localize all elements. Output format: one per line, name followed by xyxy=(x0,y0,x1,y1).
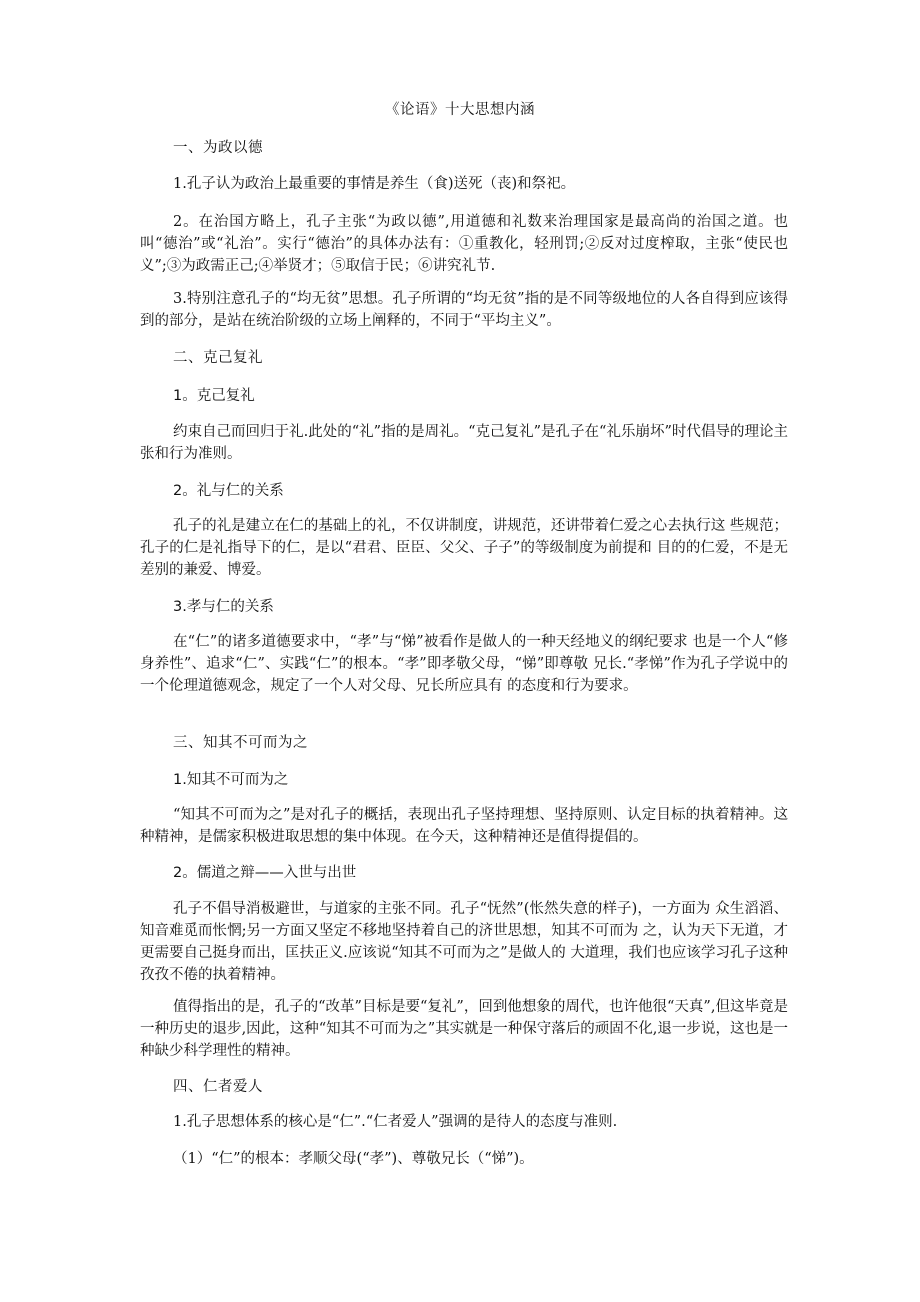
section-heading-2: 二、克己复礼 xyxy=(173,350,263,366)
paragraph-s3-3: 值得指出的是，孔子的“改革”目标是要“复礼”，回到他想象的周代，也许他很“天真”,但这毕竟是一种历史的退步,因此，这种“知其不可而为之”其实就是一种保守落后的顽固不化,退一步说，这也是一种缺少科学理性的精神。 xyxy=(140,999,788,1059)
paragraph-s1-2: 2。在治国方略上，孔子主张“为政以德”,用道德和礼数来治理国家是最高尚的治国之道。也叫“德治”或“礼治”。实行“德治”的具体办法有：①重教化，轻刑罚;②反对过度榨取，主张“使民也义”;③为政需正己;④举贤才；⑤取信于民；⑥讲究礼节. xyxy=(140,214,788,274)
subheading-s2-1: 1。克己复礼 xyxy=(173,388,255,404)
paragraph-s2-2: 孔子的礼是建立在仁的基础上的礼，不仅讲制度，讲规范，还讲带着仁爱之心去执行这 些规范；孔子的仁是礼指导下的仁，是以“君君、臣臣、父父、子子”的等级制度为前提和 目的的仁爱，不是无差别的兼爱、博爱。 xyxy=(140,518,788,578)
section-heading-4: 四、仁者爱人 xyxy=(173,1079,263,1095)
paragraph-s3-1: “知其不可而为之”是对孔子的概括，表现出孔子坚持理想、坚持原则、认定目标的执着精神。这种精神，是儒家积极进取思想的集中体现。在今天，这种精神还是值得提倡的。 xyxy=(140,807,788,845)
subheading-s2-3: 3.孝与仁的关系 xyxy=(173,599,274,615)
subheading-s3-1: 1.知其不可而为之 xyxy=(173,772,289,788)
section-heading-3: 三、知其不可而为之 xyxy=(173,735,308,751)
subheading-s3-2: 2。儒道之辩——入世与出世 xyxy=(173,865,357,881)
paragraph-s3-2: 孔子不倡导消极避世，与道家的主张不同。孔子“怃然”(怅然失意的样子)，一方面为 众生滔滔、知音难觅而怅惘;另一方面又坚定不移地坚持着自己的济世思想，知其不可而为 之，认为天下无道，才更需要自己挺身而出，匡扶正义.应该说“知其不可而为之”是做人的 大道理，我们也应该学习孔子这种孜孜不倦的执着精神。 xyxy=(140,901,788,983)
document-title: 《论语》十大思想内涵 xyxy=(385,102,535,118)
paragraph-s1-3: 3.特别注意孔子的“均无贫”思想。孔子所谓的“均无贫”指的是不同等级地位的人各自得到应该得到的部分，是站在统治阶级的立场上阐释的，不同于“平均主义”。 xyxy=(140,291,788,329)
paragraph-s2-3: 在“仁”的诸多道德要求中，“孝”与“悌”被看作是做人的一种天经地义的纲纪要求 也是一个人“修身养性”、追求“仁”、实践“仁”的根本。“孝”即孝敬父母，“悌”即尊敬 兄长.“孝悌”作为孔子学说中的一个伦理道德观念，规定了一个人对父母、兄长所应具有 的态度和行为要求。 xyxy=(140,634,788,694)
subheading-s2-2: 2。礼与仁的关系 xyxy=(173,483,284,499)
paragraph-s2-1: 约束自己而回归于礼.此处的“礼”指的是周礼。“克己复礼”是孔子在“礼乐崩坏”时代倡导的理论主张和行为准则。 xyxy=(140,424,788,462)
section-heading-1: 一、为政以德 xyxy=(173,140,263,156)
paragraph-s4-2: （1）“仁”的根本：孝顺父母(“孝”)、尊敬兄长（“悌”)。 xyxy=(173,1151,534,1167)
paragraph-s1-1: 1.孔子认为政治上最重要的事情是养生（食)送死（丧)和祭祀。 xyxy=(173,176,576,192)
paragraph-s4-1: 1.孔子思想体系的核心是“仁”.“仁者爱人”强调的是待人的态度与准则. xyxy=(173,1114,618,1130)
